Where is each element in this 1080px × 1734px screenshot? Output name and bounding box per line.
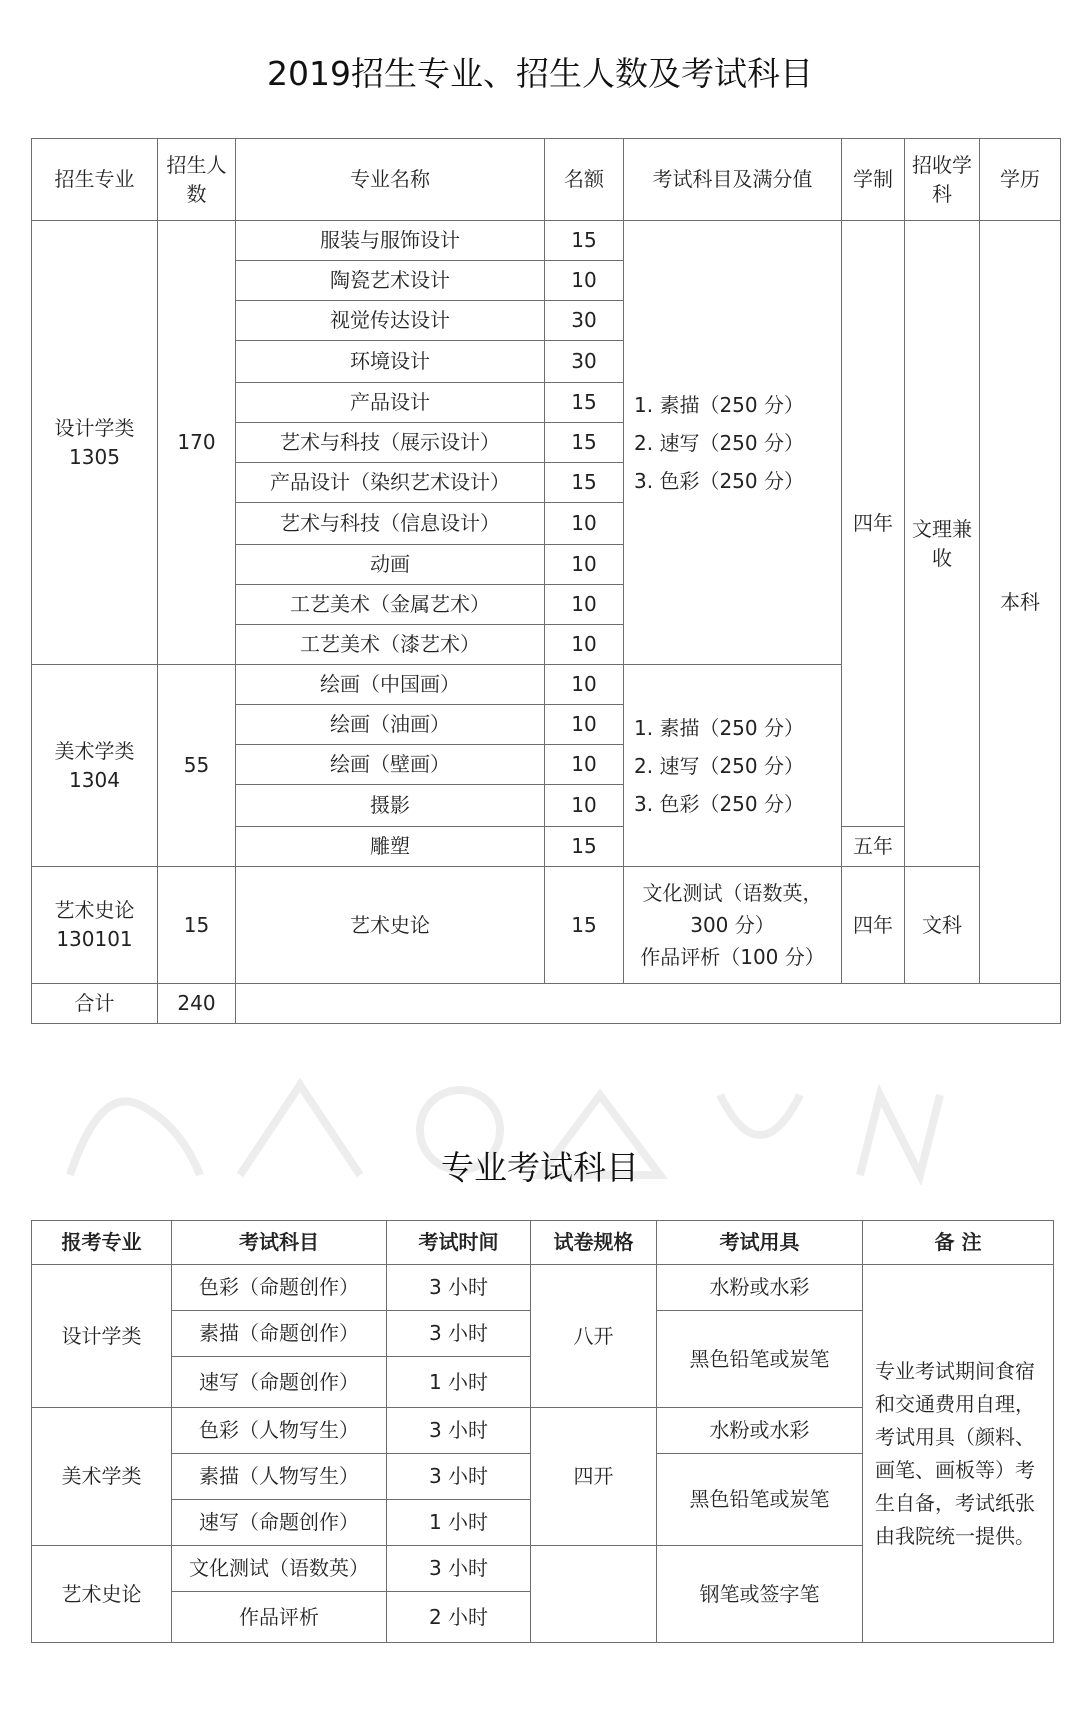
major-name: 雕塑: [236, 827, 545, 867]
exam-subject: 作品评析: [172, 1592, 387, 1643]
header-cell: 备 注: [863, 1221, 1054, 1265]
discipline-cell: 文科: [905, 867, 980, 984]
major-name: 艺术与科技（信息设计）: [236, 503, 545, 545]
discipline-cell: 文理兼收: [905, 221, 980, 867]
exam-time: 1 小时: [387, 1500, 531, 1546]
major-name: 环境设计: [236, 341, 545, 383]
paper-size: 八开: [531, 1265, 657, 1408]
exam-subject: 速写（命题创作）: [172, 1500, 387, 1546]
major-name: 工艺美术（漆艺术）: [236, 625, 545, 665]
exam-subjects: [624, 867, 842, 984]
major-quota: 15: [545, 867, 624, 984]
major-name: 艺术史论: [236, 867, 545, 984]
exam-major: 美术学类: [32, 1408, 172, 1546]
major-quota: 10: [545, 261, 624, 301]
header-cell: 考试时间: [387, 1221, 531, 1265]
subject-line: 文化测试（语数英，: [642, 881, 823, 905]
major-name: 艺术与科技（展示设计）: [236, 423, 545, 463]
major-name: 动画: [236, 545, 545, 585]
exam-subjects: [624, 665, 842, 867]
header-cell: 招生专业: [32, 139, 158, 221]
paper-size: [531, 1546, 657, 1643]
category-code: 1305: [69, 444, 120, 469]
major-name: 绘画（壁画）: [236, 745, 545, 785]
enrollment-count: 170: [158, 221, 236, 665]
exam-major: 艺术史论: [32, 1546, 172, 1643]
exam-time: 1 小时: [387, 1357, 531, 1408]
subject-line: 1. 素描（250 分）: [634, 715, 804, 740]
major-quota: 15: [545, 463, 624, 503]
exam-table: [31, 1220, 1054, 1643]
subject-line: 作品评析（100 分）: [640, 945, 825, 969]
table-header-row: [32, 139, 1061, 221]
major-quota: 10: [545, 665, 624, 705]
exam-time: 3 小时: [387, 1454, 531, 1500]
exam-note: 专业考试期间食宿和交通费用自理，考试用具（颜料、画笔、画板等）考生自备，考试纸张由我院统一提供。: [863, 1265, 1054, 1643]
subject-line: 3. 色彩（250 分）: [634, 791, 804, 816]
major-quota: 15: [545, 221, 624, 261]
subject-line: 2. 速写（250 分）: [634, 753, 804, 778]
subject-line: 1. 素描（250 分）: [634, 392, 804, 417]
enrollment-count: 55: [158, 665, 236, 867]
category-cell: [32, 867, 158, 984]
major-quota: 10: [545, 625, 624, 665]
exam-subject: 文化测试（语数英）: [172, 1546, 387, 1592]
header-cell: 名额: [545, 139, 624, 221]
total-label: 合计: [32, 984, 158, 1024]
header-cell: 考试科目及满分值: [624, 139, 842, 221]
table-row: [32, 1265, 1054, 1311]
exam-major: 设计学类: [32, 1265, 172, 1408]
exam-subject: 色彩（人物写生）: [172, 1408, 387, 1454]
exam-subject: 素描（人物写生）: [172, 1454, 387, 1500]
category-name: 艺术史论: [54, 898, 135, 922]
category-code: 1304: [69, 767, 120, 792]
enrollment-table: [31, 138, 1061, 1024]
subject-line: 2. 速写（250 分）: [634, 430, 804, 455]
header-cell: 招生人数: [158, 139, 236, 221]
major-quota: 10: [545, 585, 624, 625]
exam-time: 3 小时: [387, 1311, 531, 1357]
table-row: [32, 867, 1061, 984]
major-name: 产品设计: [236, 383, 545, 423]
enrollment-count: 15: [158, 867, 236, 984]
duration-cell: 五年: [842, 827, 905, 867]
header-cell: 报考专业: [32, 1221, 172, 1265]
exam-tools: 水粉或水彩: [657, 1408, 863, 1454]
major-quota: 10: [545, 785, 624, 827]
exam-tools: 钢笔或签字笔: [657, 1546, 863, 1643]
category-cell: [32, 221, 158, 665]
header-cell: 学制: [842, 139, 905, 221]
category-name: 设计学类: [54, 415, 135, 440]
major-quota: 30: [545, 301, 624, 341]
major-quota: 15: [545, 383, 624, 423]
major-quota: 10: [545, 705, 624, 745]
exam-time: 3 小时: [387, 1265, 531, 1311]
major-quota: 30: [545, 341, 624, 383]
header-cell: 招收学科: [905, 139, 980, 221]
header-cell: 试卷规格: [531, 1221, 657, 1265]
table-row: [32, 221, 1061, 261]
header-cell: 考试科目: [172, 1221, 387, 1265]
major-quota: 15: [545, 423, 624, 463]
exam-time: 2 小时: [387, 1592, 531, 1643]
major-quota: 10: [545, 745, 624, 785]
exam-subject: 速写（命题创作）: [172, 1357, 387, 1408]
major-name: 摄影: [236, 785, 545, 827]
major-quota: 15: [545, 827, 624, 867]
total-row: [32, 984, 1061, 1024]
exam-tools: 黑色铅笔或炭笔: [657, 1454, 863, 1546]
subject-line: 3. 色彩（250 分）: [634, 468, 804, 493]
exam-subject: 素描（命题创作）: [172, 1311, 387, 1357]
degree-cell: 本科: [980, 221, 1061, 984]
paper-size: 四开: [531, 1408, 657, 1546]
exam-subjects: [624, 221, 842, 665]
duration-cell: 四年: [842, 221, 905, 827]
header-cell: 考试用具: [657, 1221, 863, 1265]
exam-subject: 色彩（命题创作）: [172, 1265, 387, 1311]
major-name: 产品设计（染织艺术设计）: [236, 463, 545, 503]
major-quota: 10: [545, 503, 624, 545]
major-name: 绘画（油画）: [236, 705, 545, 745]
category-code: 130101: [56, 927, 133, 951]
subject-line: 300 分）: [690, 913, 775, 937]
major-quota: 10: [545, 545, 624, 585]
major-name: 陶瓷艺术设计: [236, 261, 545, 301]
section-title: 专业考试科目: [441, 1148, 639, 1187]
duration-cell: 四年: [842, 867, 905, 984]
header-cell: 专业名称: [236, 139, 545, 221]
major-name: 绘画（中国画）: [236, 665, 545, 705]
header-cell: 学历: [980, 139, 1061, 221]
page-title: 2019招生专业、招生人数及考试科目: [267, 54, 813, 93]
major-name: 服装与服饰设计: [236, 221, 545, 261]
exam-time: 3 小时: [387, 1408, 531, 1454]
major-name: 视觉传达设计: [236, 301, 545, 341]
category-name: 美术学类: [54, 738, 135, 763]
exam-tools: 黑色铅笔或炭笔: [657, 1311, 863, 1408]
total-empty-cell: [236, 984, 1061, 1024]
exam-tools: 水粉或水彩: [657, 1265, 863, 1311]
category-cell: [32, 665, 158, 867]
major-name: 工艺美术（金属艺术）: [236, 585, 545, 625]
total-count: 240: [158, 984, 236, 1024]
exam-time: 3 小时: [387, 1546, 531, 1592]
table-header-row: [32, 1221, 1054, 1265]
